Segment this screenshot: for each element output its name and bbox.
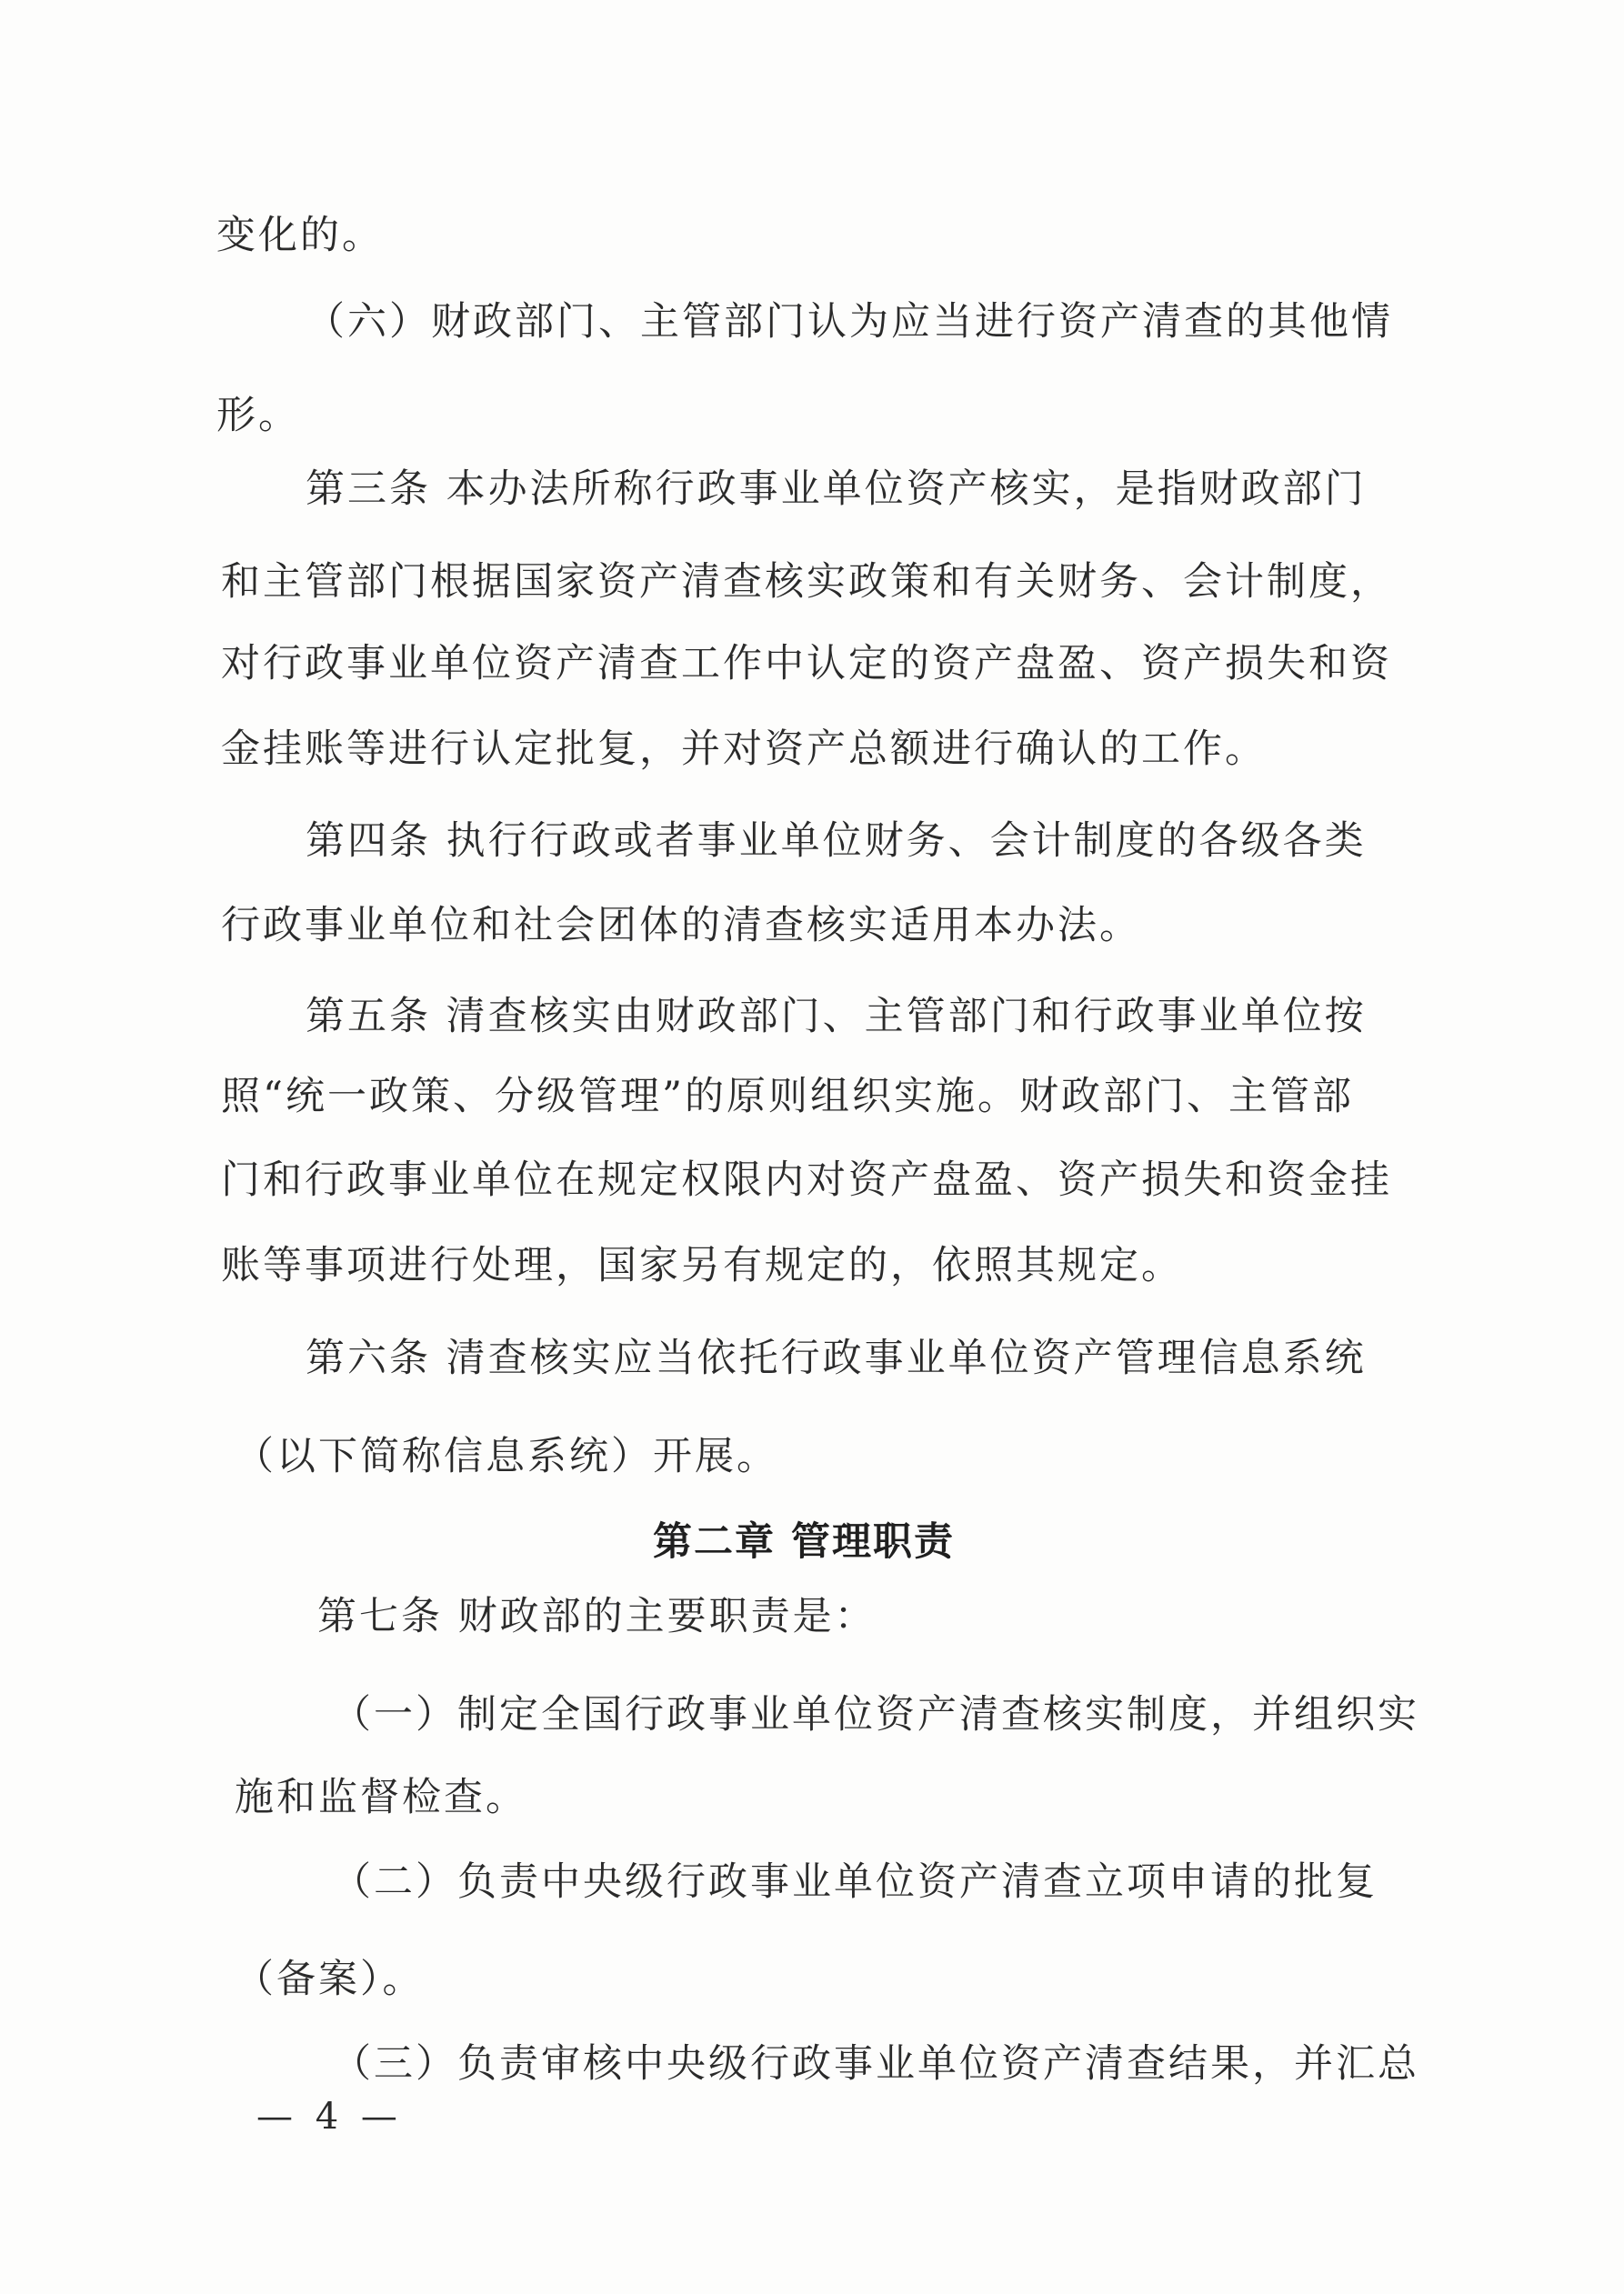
text-line: 门和行政事业单位在规定权限内对资产盘盈、资产损失和资金挂 — [221, 1157, 1392, 1203]
page-number: — 4 — — [256, 2096, 403, 2138]
text-line: （二）负责中央级行政事业单位资产清查立项申请的批复 — [332, 1859, 1378, 1905]
text-line: （一）制定全国行政事业单位资产清查核实制度，并组织实 — [332, 1692, 1419, 1738]
text-line: 第七条 财政部的主要职责是： — [317, 1594, 877, 1639]
text-line: （以下简称信息系统）开展。 — [235, 1434, 778, 1479]
text-line: （备案）。 — [235, 1957, 425, 2002]
text-line: 照“统一政策、分级管理”的原则组织实施。财政部门、主管部 — [221, 1074, 1354, 1119]
text-line: 第六条 清查核实应当依托行政事业单位资产管理信息系统 — [306, 1336, 1367, 1381]
text-line: 账等事项进行处理，国家另有规定的，依照其规定。 — [221, 1243, 1183, 1288]
text-line: 第三条 本办法所称行政事业单位资产核实，是指财政部门 — [306, 466, 1367, 512]
text-line: 变化的。 — [216, 213, 384, 258]
text-line: 行政事业单位和社会团体的清查核实适用本办法。 — [221, 903, 1141, 948]
text-line: 第五条 清查核实由财政部门、主管部门和行政事业单位按 — [306, 994, 1367, 1039]
text-line: 形。 — [216, 393, 300, 438]
text-line: 和主管部门根据国家资产清查核实政策和有关财务、会计制度， — [221, 559, 1392, 605]
chapter-heading: 第二章 管理职责 — [653, 1519, 955, 1565]
text-line: 对行政事业单位资产清查工作中认定的资产盘盈、资产损失和资 — [221, 641, 1392, 686]
text-line: 第四条 执行行政或者事业单位财务、会计制度的各级各类 — [306, 818, 1367, 864]
text-line: （六）财政部门、主管部门认为应当进行资产清查的其他情 — [306, 299, 1393, 345]
text-line: 施和监督检查。 — [235, 1775, 527, 1820]
text-line: 金挂账等进行认定批复，并对资产总额进行确认的工作。 — [221, 726, 1267, 772]
text-line: （三）负责审核中央级行政事业单位资产清查结果，并汇总 — [332, 2041, 1419, 2087]
